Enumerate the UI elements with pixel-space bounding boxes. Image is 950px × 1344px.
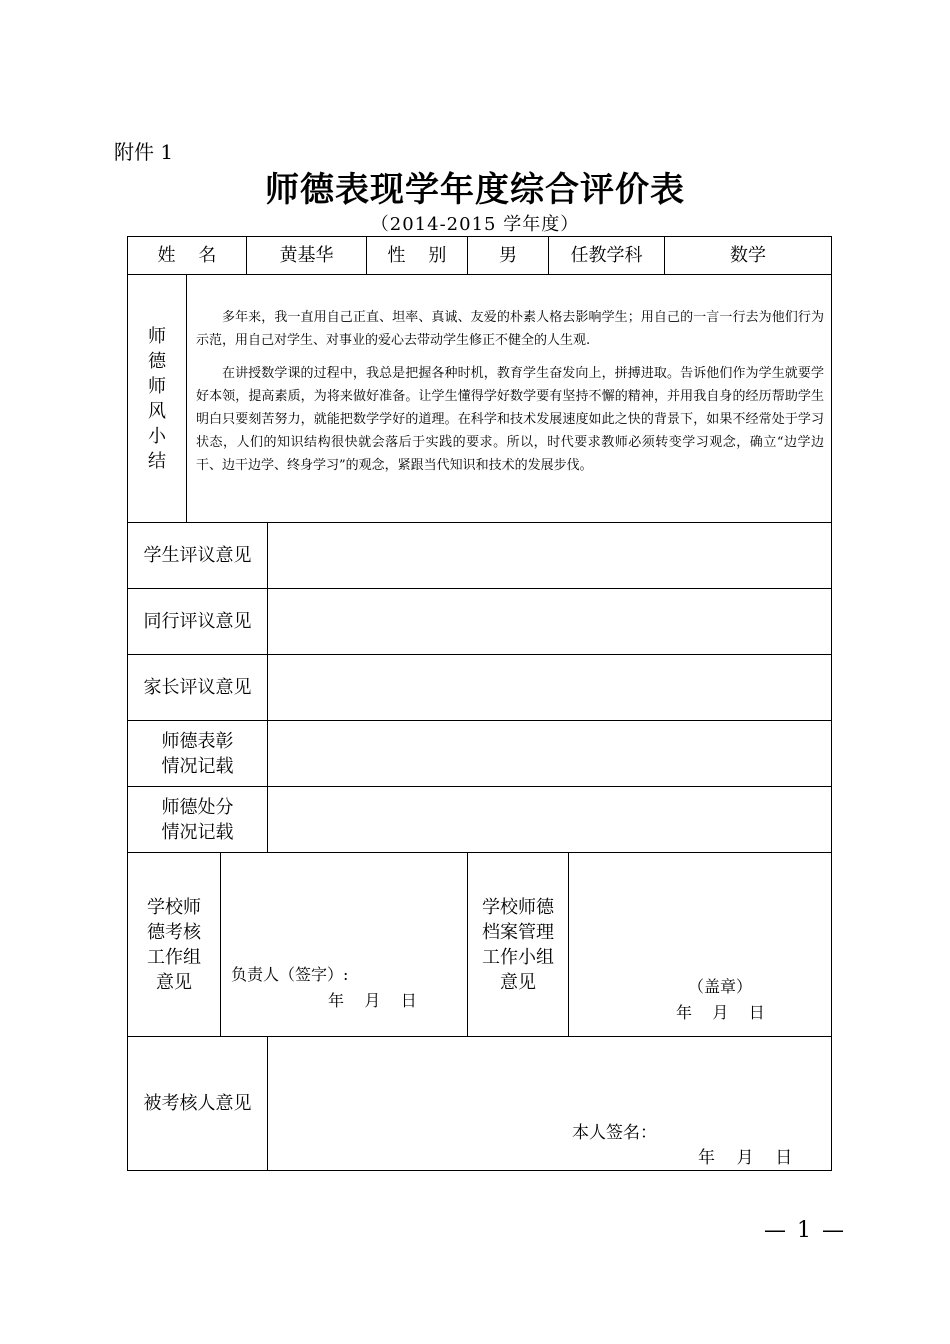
subject-label: 任教学科 [570, 245, 643, 266]
peer-opinion-label: 同行评议意见 [143, 611, 252, 632]
assessee-signature: 本人签名： [572, 1123, 657, 1143]
archive-group-label: 学校师德 档案管理 工作小组 意见 [482, 896, 554, 993]
seal-label: （盖章） [688, 977, 753, 996]
page-title: 师德表现学年度综合评价表 [265, 170, 685, 210]
attachment-label: 附件 1 [114, 140, 174, 164]
commendation-record-field[interactable] [268, 721, 831, 786]
parent-opinion-field[interactable] [268, 655, 831, 720]
summary-label: 师 德 师 风 小 结 [148, 325, 166, 472]
summary-text [196, 306, 824, 487]
student-opinion-label: 学生评议意见 [143, 545, 252, 566]
gender-value: 男 [499, 245, 517, 266]
student-opinion-field[interactable] [268, 523, 831, 588]
page-number: — 1 — [764, 1218, 846, 1243]
gender-label: 性 别 [387, 245, 447, 266]
responsible-signature: 负责人（签字）: [231, 965, 349, 984]
punishment-record-field[interactable] [268, 787, 831, 852]
summary-paragraph: 多年来，我一直用自己正直、坦率、真诚、友爱的朴素人格去影响学生；用自己的一言一行去为他们行为示范，用自己对学生、对事业的爱心去带动学生修正不健全的人生观. [196, 310, 824, 348]
parent-opinion-label: 家长评议意见 [143, 677, 252, 698]
commendation-record-label: 师德表彰 情况记载 [161, 730, 234, 777]
subject-value: 数学 [730, 245, 766, 266]
left-date: 年 月 日 [328, 991, 417, 1010]
assessee-opinion-label: 被考核人意见 [143, 1093, 252, 1114]
name-label: 姓 名 [157, 245, 217, 266]
assessee-date: 年 月 日 [698, 1148, 793, 1168]
right-date: 年 月 日 [676, 1003, 765, 1022]
punishment-record-label: 师德处分 情况记载 [161, 796, 234, 843]
name-value: 黄基华 [279, 245, 334, 266]
school-year: （2014-2015 学年度） [370, 214, 580, 235]
peer-opinion-field[interactable] [268, 589, 831, 654]
school-assessment-label: 学校师 德考核 工作组 意见 [147, 896, 201, 993]
summary-paragraph: 在讲授数学课的过程中，我总是把握各种时机，教育学生奋发向上，拼搏进取。告诉他们作为学生就要学好本领，提高素质，为将来做好准备。让学生懂得学好数学要有坚持不懈的精神，并用我自身的经历帮助学生明白只要刻苦努力，就能把数学学好的道理。在科学和技术发展速度如此之快的背景下，如果不经常处于学习状态，人们的知识结构很快就会落后于实践的要求。所以，时代要求教师必须转变学习观念，确立“边学边干、边干边学、终身学习”的观念，紧跟当代知识和技术的发展步伐。 [196, 366, 824, 473]
